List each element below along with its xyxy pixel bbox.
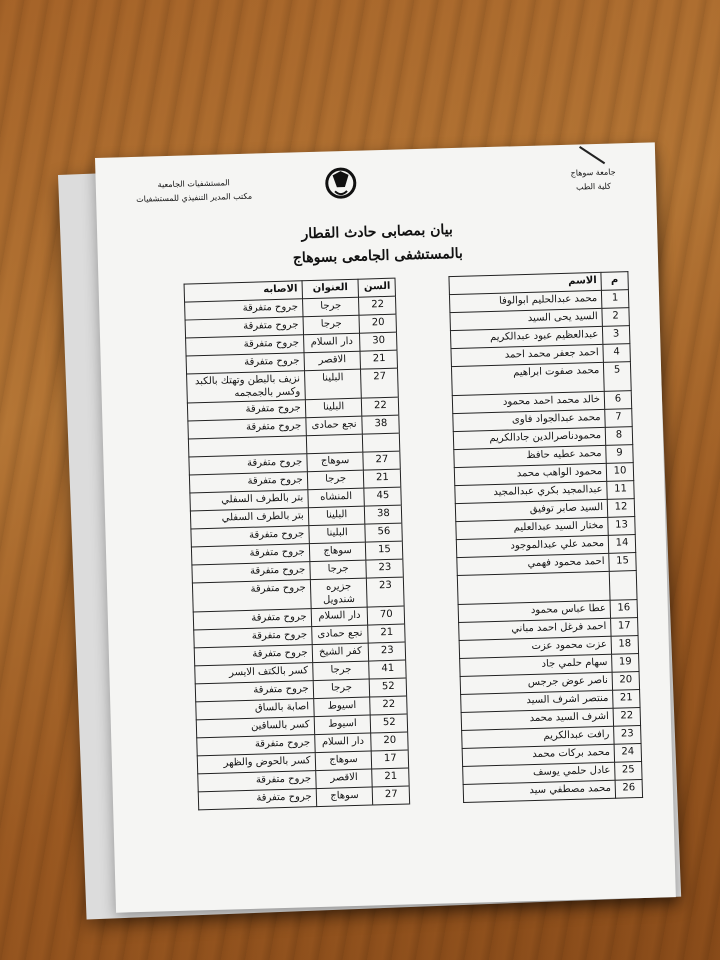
row-name: احمد محمود فهمي bbox=[456, 553, 609, 575]
row-injury: جروح متفرقة bbox=[198, 789, 316, 810]
document-sheet bbox=[95, 142, 676, 912]
row-number: 25 bbox=[615, 761, 642, 780]
row-number: 22 bbox=[613, 707, 640, 726]
row-injury: جروح متفرقة bbox=[185, 299, 303, 320]
row-address: نجع حمادى bbox=[306, 416, 363, 436]
row-age: 21 bbox=[360, 350, 397, 369]
row-address: جرجا bbox=[303, 315, 360, 335]
row-gap bbox=[400, 450, 454, 469]
row-gap bbox=[402, 522, 456, 541]
row-injury: بتر بالطرف السفلي bbox=[190, 490, 308, 511]
row-gap bbox=[396, 295, 450, 314]
title-line-1: بيان بمصابى حادث القطار bbox=[301, 222, 454, 243]
header-age: السن bbox=[358, 278, 395, 297]
row-gap bbox=[397, 349, 451, 368]
header-no: م bbox=[601, 272, 628, 291]
row-number: 12 bbox=[607, 499, 634, 518]
header-hospitals-block bbox=[136, 176, 253, 207]
injured-list-table bbox=[184, 271, 644, 810]
row-injury: كسر بالحوض والظهر bbox=[197, 753, 315, 774]
row-name: عادل حلمي يوسف bbox=[462, 762, 615, 784]
row-address: سوهاج bbox=[315, 751, 372, 771]
row-gap bbox=[407, 695, 461, 714]
row-number: 19 bbox=[612, 654, 639, 673]
row-age: 38 bbox=[365, 505, 402, 524]
row-gap bbox=[406, 641, 460, 660]
row-gap bbox=[410, 784, 464, 803]
row-injury: جروح متفرقة bbox=[187, 400, 305, 421]
row-number: 17 bbox=[611, 618, 638, 637]
row-address: جرجا bbox=[310, 560, 367, 580]
row-address: دار السلام bbox=[303, 333, 360, 353]
row-age: 20 bbox=[359, 314, 396, 333]
row-number: 21 bbox=[613, 690, 640, 709]
row-number: 10 bbox=[606, 463, 633, 482]
row-injury: جروح متفرقة bbox=[185, 317, 303, 338]
row-number: 20 bbox=[612, 672, 639, 691]
row-injury: بتر بالطرف السفلي bbox=[190, 508, 308, 529]
row-address: الاقصر bbox=[304, 351, 361, 371]
row-age: 56 bbox=[365, 523, 402, 542]
row-number: 24 bbox=[614, 743, 641, 762]
row-gap bbox=[399, 414, 453, 433]
header-university: جامعة سوهاج bbox=[570, 167, 616, 178]
row-address bbox=[306, 434, 363, 454]
header-name: الاسم bbox=[449, 272, 602, 294]
row-address: نجع حمادى bbox=[311, 625, 368, 645]
row-age: 15 bbox=[366, 541, 403, 560]
row-age: 21 bbox=[364, 469, 401, 488]
row-injury: كسر بالكتف الايسر bbox=[195, 663, 313, 684]
row-number: 26 bbox=[615, 779, 642, 798]
row-injury: جروح متفرقة bbox=[193, 609, 311, 630]
row-gap bbox=[402, 504, 456, 523]
row-name bbox=[457, 571, 610, 604]
row-number: 6 bbox=[604, 391, 631, 410]
row-name: محمد عبدالحليم ابوالوفا bbox=[449, 290, 602, 312]
row-age: 52 bbox=[371, 714, 408, 733]
row-gap bbox=[404, 576, 458, 606]
row-age: 21 bbox=[372, 768, 409, 787]
row-gap bbox=[407, 677, 461, 696]
row-gap bbox=[405, 605, 459, 624]
row-name: السيد يحى السيد bbox=[450, 308, 603, 330]
row-injury: جروح متفرقة bbox=[192, 580, 310, 612]
row-injury: اصابة بالساق bbox=[196, 699, 314, 720]
row-injury: جروح متفرقة bbox=[194, 627, 312, 648]
row-name: مختار السيد عبدالعليم bbox=[455, 517, 608, 539]
row-address: جرجا bbox=[302, 297, 359, 317]
title-line-2: بالمستشفى الجامعى بسوهاج bbox=[292, 245, 463, 267]
row-injury: جروح متفرقة bbox=[189, 472, 307, 493]
row-gap bbox=[398, 367, 452, 397]
row-age: 70 bbox=[368, 606, 405, 625]
row-gap bbox=[409, 748, 463, 767]
row-injury: نزيف بالبطن وتهتك بالكبد وكسر بالجمجمه bbox=[187, 371, 305, 403]
row-number: 18 bbox=[611, 636, 638, 655]
pen-mark bbox=[579, 146, 605, 164]
row-gap bbox=[401, 486, 455, 505]
row-gap bbox=[409, 766, 463, 785]
row-number: 11 bbox=[607, 481, 634, 500]
row-address: المنشاه bbox=[308, 488, 365, 508]
row-number: 5 bbox=[604, 362, 632, 392]
row-name: عزت محمود عزت bbox=[459, 636, 612, 658]
header-address: العنوان bbox=[302, 279, 359, 299]
row-number: 14 bbox=[608, 535, 635, 554]
row-age: 27 bbox=[373, 786, 410, 805]
row-gap bbox=[405, 623, 459, 642]
row-age: 30 bbox=[360, 332, 397, 351]
row-address: البلينا bbox=[304, 369, 362, 400]
row-injury: جروح متفرقة bbox=[194, 645, 312, 666]
row-age: 27 bbox=[361, 368, 399, 398]
row-name: خالد محمد احمد محمود bbox=[452, 391, 605, 413]
row-age: 38 bbox=[362, 415, 399, 434]
row-address: جرجا bbox=[312, 661, 369, 681]
row-name: عبدالمجيد بكري عبدالمجيد bbox=[454, 481, 607, 503]
row-gap bbox=[400, 432, 454, 451]
university-logo-icon bbox=[320, 165, 361, 202]
row-gap bbox=[403, 558, 457, 577]
row-number: 3 bbox=[603, 326, 630, 345]
row-number: 1 bbox=[602, 290, 629, 309]
row-gap bbox=[401, 468, 455, 487]
row-address: جرجا bbox=[313, 679, 370, 699]
row-number: 15 bbox=[609, 553, 636, 572]
row-name: عطا عباس محمود bbox=[458, 600, 611, 622]
row-address: جزيره شندويل bbox=[310, 578, 368, 609]
header-faculty: كلية الطب bbox=[575, 181, 611, 192]
row-address: البلينا bbox=[308, 506, 365, 526]
row-name: اشرف السيد محمد bbox=[461, 708, 614, 730]
row-name: محمد مصطفي سيد bbox=[463, 780, 616, 802]
row-address: الاقصر bbox=[315, 769, 372, 789]
row-injury: جروح متفرقة bbox=[189, 454, 307, 475]
row-name: احمد فرغل احمد مباني bbox=[458, 618, 611, 640]
row-name: رافت عبدالكريم bbox=[461, 726, 614, 748]
row-age: 20 bbox=[371, 732, 408, 751]
row-gap bbox=[408, 730, 462, 749]
row-injury: جروح متفرقة bbox=[186, 335, 304, 356]
row-address: سوهاج bbox=[309, 542, 366, 562]
row-name: عبدالعظيم عبود عبدالكريم bbox=[450, 326, 603, 348]
row-injury: جروح متفرقة bbox=[188, 418, 306, 439]
row-injury: جروح متفرقة bbox=[195, 681, 313, 702]
row-age: 17 bbox=[372, 750, 409, 769]
row-name: محمد بركات محمد bbox=[462, 744, 615, 766]
row-name: منتصر اشرف السيد bbox=[460, 690, 613, 712]
row-age: 23 bbox=[366, 559, 403, 578]
row-name: السيد صابر توفيق bbox=[455, 499, 608, 521]
table-body bbox=[185, 290, 643, 810]
row-injury: جروح متفرقة bbox=[198, 771, 316, 792]
row-name: محمد عطيه حافظ bbox=[453, 445, 606, 467]
row-name: سهام حلمي جاد bbox=[459, 654, 612, 676]
row-address: البلينا bbox=[305, 398, 362, 418]
row-number: 8 bbox=[605, 427, 632, 446]
row-gap bbox=[406, 659, 460, 678]
header-office: مكتب المدير التنفيذي للمستشفيات bbox=[136, 191, 253, 204]
row-age: 23 bbox=[369, 642, 406, 661]
row-address: سوهاج bbox=[316, 787, 373, 807]
row-number bbox=[609, 571, 637, 601]
row-age: 22 bbox=[362, 397, 399, 416]
row-number: 2 bbox=[602, 308, 629, 327]
row-address: سوهاج bbox=[307, 452, 364, 472]
header-injury: الاصابه bbox=[184, 281, 302, 302]
row-age: 45 bbox=[364, 487, 401, 506]
header-university-block bbox=[570, 165, 616, 194]
header-gap bbox=[395, 277, 449, 296]
row-age: 23 bbox=[367, 577, 405, 607]
row-number: 23 bbox=[614, 725, 641, 744]
row-name: ناصر عوض جرجس bbox=[460, 672, 613, 694]
document-title bbox=[97, 212, 658, 276]
row-age: 27 bbox=[363, 451, 400, 470]
row-address: دار السلام bbox=[314, 733, 371, 753]
row-age: 22 bbox=[359, 296, 396, 315]
row-age: 41 bbox=[369, 660, 406, 679]
row-injury: جروح متفرقة bbox=[197, 735, 315, 756]
row-gap bbox=[408, 713, 462, 732]
row-injury: كسر بالساقين bbox=[196, 717, 314, 738]
row-number: 9 bbox=[606, 445, 633, 464]
row-address: اسيوط bbox=[313, 697, 370, 717]
row-age bbox=[363, 433, 400, 452]
row-address: البلينا bbox=[309, 524, 366, 544]
row-name: محمد علي عبدالموجود bbox=[456, 535, 609, 557]
row-name: محمد صفوت ابراهيم bbox=[451, 362, 604, 395]
row-injury: جروح متفرقة bbox=[186, 353, 304, 374]
row-address: جرجا bbox=[307, 470, 364, 490]
row-name: محمود الواهب محمد bbox=[454, 463, 607, 485]
row-name: محمودناصرالدين جادالكريم bbox=[453, 427, 606, 449]
row-injury: جروح متفرقة bbox=[191, 544, 309, 565]
header-hospitals: المستشفيات الجامعية bbox=[157, 178, 230, 190]
row-gap bbox=[396, 313, 450, 332]
row-injury: جروح متفرقة bbox=[191, 526, 309, 547]
row-name: محمد عبدالجواد فاوى bbox=[452, 409, 605, 431]
row-injury: جروح متفرقة bbox=[192, 562, 310, 583]
row-address: دار السلام bbox=[311, 607, 368, 627]
row-gap bbox=[397, 331, 451, 350]
row-age: 52 bbox=[370, 678, 407, 697]
row-gap bbox=[399, 396, 453, 415]
row-number: 16 bbox=[610, 600, 637, 619]
row-address: اسيوط bbox=[314, 715, 371, 735]
row-age: 21 bbox=[368, 624, 405, 643]
row-number: 7 bbox=[605, 409, 632, 428]
row-age: 22 bbox=[370, 696, 407, 715]
row-address: كفر الشيخ bbox=[312, 643, 369, 663]
row-gap bbox=[403, 540, 457, 559]
row-name: احمد جعفر محمد احمد bbox=[451, 344, 604, 366]
row-number: 13 bbox=[608, 517, 635, 536]
row-number: 4 bbox=[603, 344, 630, 363]
